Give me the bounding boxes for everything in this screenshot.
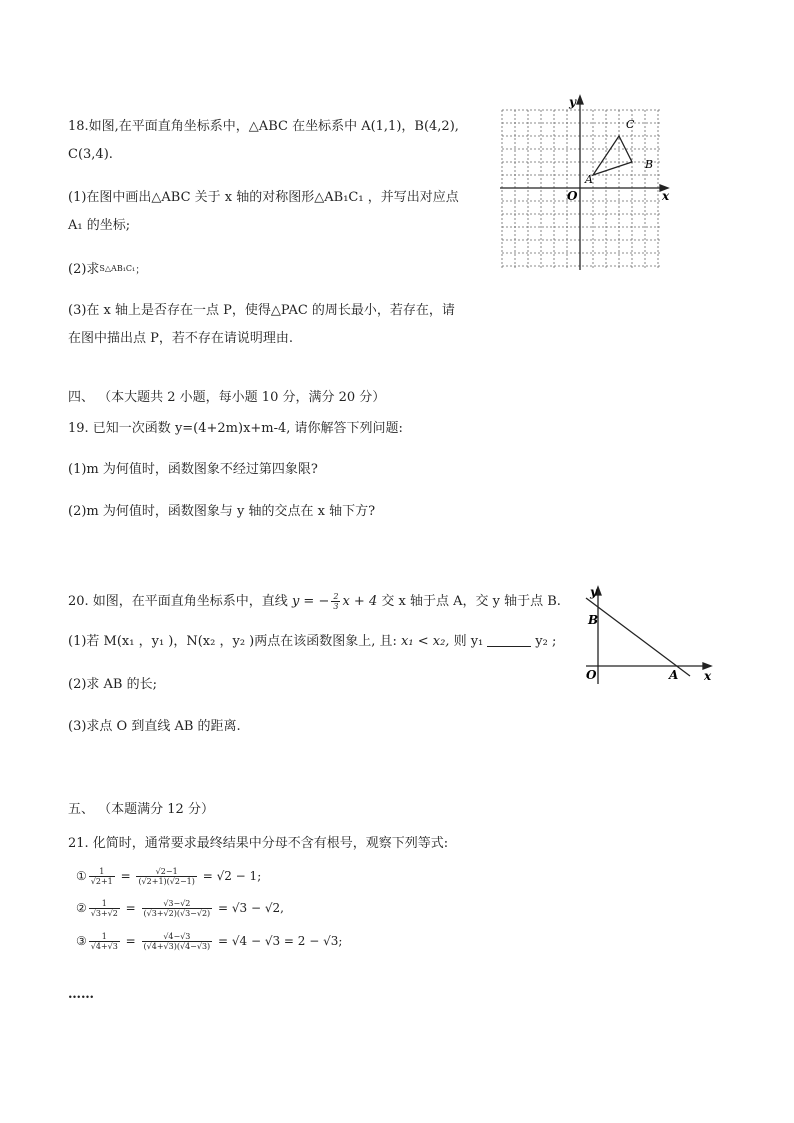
q21-eq1-mark: ① bbox=[76, 869, 87, 883]
q21-eq3-f2-num: √4−√3 bbox=[142, 932, 213, 942]
q21-eq1-f2-num: √2−1 bbox=[136, 867, 196, 877]
q19-stem: 19. 已知一次函数 y=(4+2m)x+m-4, 请你解答下列问题: bbox=[68, 421, 403, 436]
q19-part2: (2)m 为何值时，函数图象与 y 轴的交点在 x 轴下方? bbox=[68, 504, 376, 519]
q21-eq2-frac2 bbox=[142, 899, 213, 918]
q20-answer-blank bbox=[487, 634, 531, 647]
section-5-heading: 五、 （本题满分 12 分） bbox=[68, 802, 214, 817]
q20-line-ab bbox=[586, 598, 690, 676]
q20-part2: (2)求 AB 的长; bbox=[68, 677, 158, 692]
q20-part1-condition: x₁ < x₂, bbox=[401, 634, 450, 649]
q21-eq1-result: = √2 − 1; bbox=[202, 869, 262, 883]
q20-part1-y2: y₂ ; bbox=[535, 634, 557, 649]
q18-part2 bbox=[68, 261, 145, 279]
q20-eq-den: 3 bbox=[333, 602, 339, 611]
x-axis-label: x bbox=[662, 189, 670, 203]
q21-eq2-f1-num: 1 bbox=[89, 899, 120, 909]
q21-ellipsis: …… bbox=[68, 987, 94, 1002]
q21-eq3-mark: ③ bbox=[76, 934, 87, 948]
q20-axes bbox=[586, 587, 711, 684]
q20-eq-lhs: y = − bbox=[291, 594, 330, 609]
q18-part1-line2: A₁ 的坐标; bbox=[68, 218, 131, 233]
q20-part1-text: (1)若 M(x₁ ，y₁ )，N(x₂ ，y₂ )两点在该函数图象上, 且: bbox=[68, 634, 397, 649]
q20-stem-part-b: 交 x 轴于点 A，交 y 轴于点 B. bbox=[381, 594, 561, 609]
q21-eq2-result: = √3 − √2, bbox=[218, 901, 284, 915]
q21-equation-1: ① $\frac{1}{√2+1}$ = $\frac{√2-1}{(√2+1)(√2-1)}$ = √2 − 1; bbox=[76, 867, 262, 886]
q21-eq1-f1-den: √2+1 bbox=[90, 877, 113, 886]
q21-eq1-f1-num: 1 bbox=[89, 867, 115, 877]
q21-eq3-frac1 bbox=[89, 932, 120, 951]
q21-eq3-f1-den: √4+√3 bbox=[90, 942, 118, 951]
q21-eq3-frac2 bbox=[142, 932, 213, 951]
q21-eq1-frac2 bbox=[136, 867, 196, 886]
q21-eq1-frac1 bbox=[89, 867, 115, 886]
q19-part1: (1)m 为何值时，函数图象不经过第四象限? bbox=[68, 462, 318, 477]
q20-point-a-label: A bbox=[669, 668, 679, 682]
q21-eq2-mark: ② bbox=[76, 901, 87, 915]
q20-part1-y1: 则 y₁ bbox=[453, 634, 484, 649]
q20-origin-label: O bbox=[586, 668, 597, 682]
point-b-label: B bbox=[645, 158, 654, 171]
q20-y-axis-label: y bbox=[590, 585, 597, 599]
q18-part2-area: S△AB₁C₁ bbox=[99, 264, 136, 273]
q21-eq3-f2-den: (√4+√3)(√4−√3) bbox=[143, 942, 211, 951]
axes bbox=[500, 96, 668, 270]
triangle-abc bbox=[593, 136, 632, 175]
q21-equation-2: ② $\frac{1}{√3+√2}$ = $\frac{√3-√2}{(√3+√2)(√3-√2)}$ = √3 − √2, bbox=[76, 899, 284, 918]
q20-stem bbox=[68, 592, 561, 611]
q20-eq-num: 2 bbox=[333, 592, 339, 601]
q20-line-equation bbox=[292, 594, 377, 609]
q21-eq2-f2-den: (√3+√2)(√3−√2) bbox=[143, 909, 211, 918]
q21-eq3-result: = √4 − √3 = 2 − √3; bbox=[218, 934, 343, 948]
q21-eq2-f1-den: √3+√2 bbox=[90, 909, 118, 918]
q18-stem-line1: 18.如图,在平面直角坐标系中，△ABC 在坐标系中 A(1,1)，B(4,2), bbox=[68, 119, 459, 134]
grid-lines bbox=[502, 110, 662, 268]
q20-point-b-label: B bbox=[588, 613, 599, 627]
q21-eq3-f1-num: 1 bbox=[89, 932, 120, 942]
q18-part1-line1: (1)在图中画出△ABC 关于 x 轴的对称图形△AB₁C₁ ，并写出对应点 bbox=[68, 190, 459, 205]
section-4-heading: 四、 （本大题共 2 小题，每小题 10 分，满分 20 分） bbox=[68, 390, 386, 405]
y-axis-label: y bbox=[569, 95, 576, 109]
q20-eq-fraction bbox=[331, 592, 340, 611]
q18-part3-line2: 在图中描出点 P，若不存在请说明理由. bbox=[68, 331, 294, 346]
q20-part1 bbox=[68, 634, 556, 650]
q20-eq-rhs: x + 4 bbox=[342, 594, 378, 609]
q18-part3-line1: (3)在 x 轴上是否存在一点 P，使得△PAC 的周长最小，若存在，请 bbox=[68, 303, 455, 318]
q21-eq2-frac1 bbox=[89, 899, 120, 918]
origin-label: O bbox=[567, 189, 578, 203]
q20-stem-part-a: 20. 如图，在平面直角坐标系中，直线 bbox=[68, 594, 288, 609]
q18-coordinate-grid-figure bbox=[496, 94, 676, 274]
q21-eq1-f2-den: (√2+1)(√2−1) bbox=[138, 877, 195, 886]
point-a-label: A bbox=[585, 173, 593, 186]
q18-stem-line2: C(3,4). bbox=[68, 147, 113, 162]
q21-stem: 21. 化简时，通常要求最终结果中分母不含有根号，观察下列等式: bbox=[68, 836, 449, 851]
q21-equation-3: ③ $\frac{1}{√4+√3}$ = $\frac{√4-√3}{(√4+√3)(√4-√3)}$ = √4 − √3 = 2 − √3; bbox=[76, 932, 343, 951]
q20-line-graph-figure bbox=[580, 584, 720, 686]
q18-part2-label: (2)求 bbox=[68, 262, 100, 277]
point-c-label: C bbox=[626, 118, 635, 131]
q21-eq2-f2-num: √3−√2 bbox=[142, 899, 213, 909]
q20-part3: (3)求点 O 到直线 AB 的距离. bbox=[68, 719, 241, 734]
q18-part2-end: ； bbox=[135, 265, 146, 276]
q20-x-axis-label: x bbox=[704, 669, 712, 683]
